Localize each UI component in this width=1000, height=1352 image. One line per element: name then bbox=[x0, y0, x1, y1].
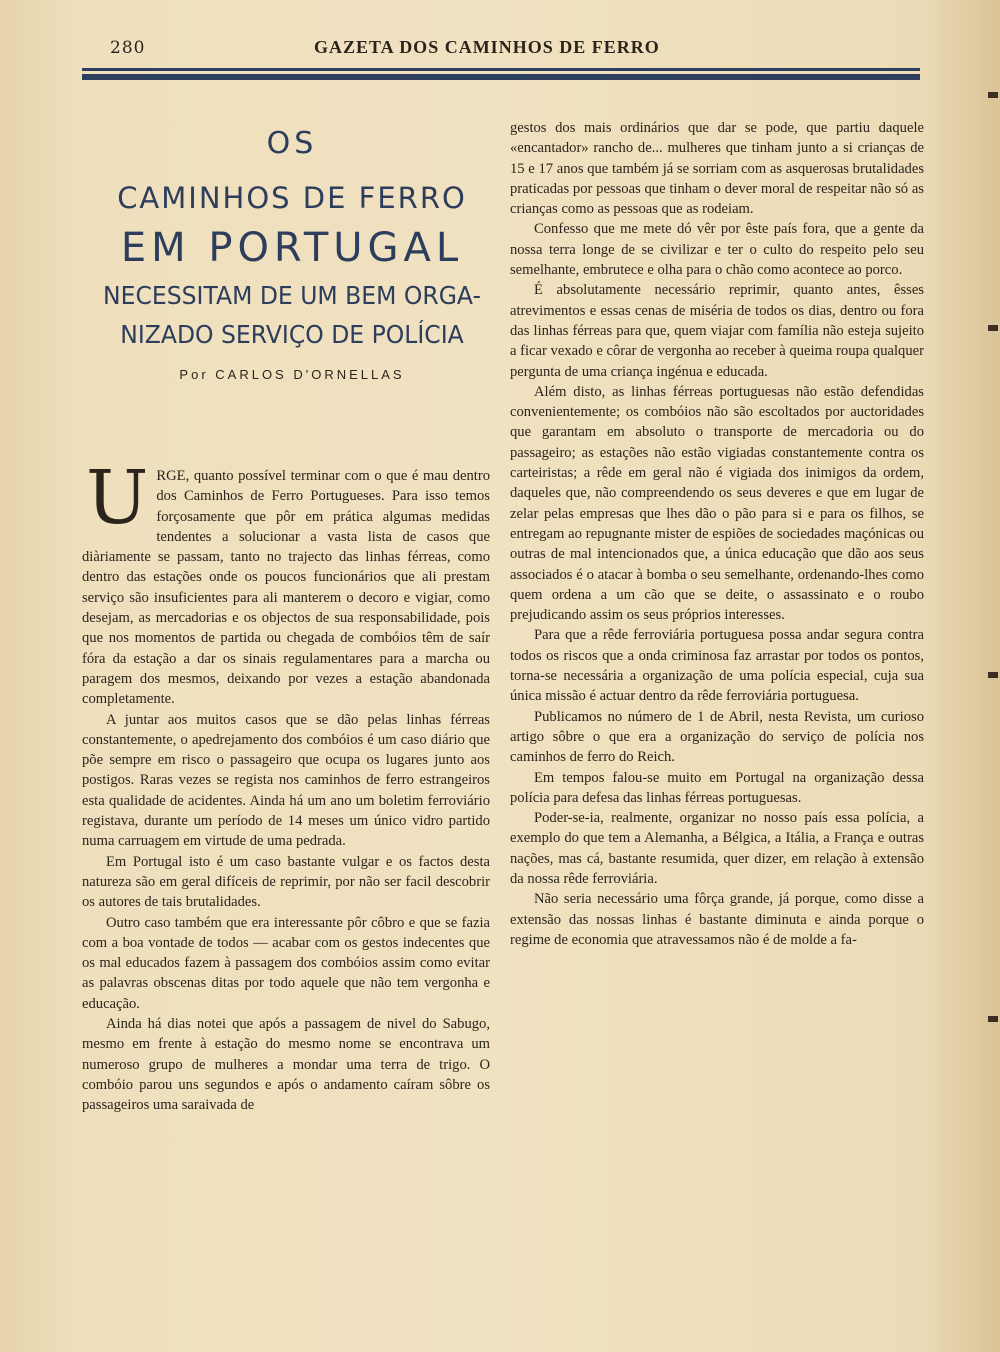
paragraph: gestos dos mais ordinários que dar se pode, que partiu daquele «encantador» rancho de... mulheres que tinham junto a si crianças de 15 e 17 anos que também já se sorriam com as asquerosas brutalidades praticadas por pessoas que tinham o dever moral de respeitar não só as crianças como as pessoas que as rodeiam. bbox=[510, 120, 924, 218]
edge-mark bbox=[988, 1016, 998, 1022]
paragraph: URGE, quanto possível terminar com o que é mau dentro dos Caminhos de Ferro Portugueses. Para isso temos forçosamente que pôr em prática algumas medidas tendentes a solucionar a vasta lista de casos que diàriamente se passam, tanto no trajecto das linhas férreas, como dentro das estações onde os poucos funcionários que ali prestam serviço são insuficientes para ali manterem o decoro e vigiar, como desejam, as mercadorias e os objectos de sua responsabilidade, pois que nos momentos de partida ou chegada de combóios têm de saír fóra da estação a dar os sinais regulamentares para a marcha ou paragem dos mesmos, deixando por vezes a estação abandonada completamente. bbox=[82, 455, 490, 708]
title-line-4: NECESSITAM DE UM BEM ORGA- bbox=[103, 281, 481, 310]
running-title: GAZETA DOS CAMINHOS DE FERRO bbox=[314, 37, 660, 57]
paragraph: Em tempos falou-se muito em Portugal na organização dessa polícia para defesa das linhas férreas portuguesas. bbox=[510, 769, 924, 806]
title-line-1: OS bbox=[266, 126, 318, 161]
paragraph: Outro caso também que era interessante pôr côbro e que se fazia com a boa vontade de todos — acabar com os gestos indecentes que os mal educados fazem à passagem dos combóios assim como evitar as palavras obscenas ditas por todo aquele que não tem vergonha e educação. bbox=[82, 914, 490, 1012]
paragraph: É absolutamente necessário reprimir, quanto antes, êsses atrevimentos e essas cenas de miséria de todos os dias, dentro ou fora das linhas férreas para que, quem viajar com família não esteja sujeito a ficar vexado e côrar de vergonha ao receber à queima roupa qualquer pergunta de uma criança ingénua e educada. bbox=[510, 282, 924, 380]
paragraph: Além disto, as linhas férreas portuguesas não estão defendidas convenientemente; os combóios não são escoltados por auctoridades que garantam em absoluto o transporte de mercadoria ou do passageiro; as estações não estão vigiadas constantemente contra os carteiristas; a rêde em geral não é vigiada dos inimigos da ordem, daqueles que, não compreendendo os seus deveres e que em lugar de zelar pelas empresas que lhes dão o pão para si e para os filhos, se entregam ao repugnante mister de espiões de sociedades maçónicas ou outras de mal intencionados que, a única educação que dão aos seus associados é o atacar à bomba o seu semelhante, ordenando-lhes como quem ordena a um cão que se deite, o assassinato e o roubo prejudicando assim os seus próprios interesses. bbox=[510, 383, 924, 624]
title-line-2: CAMINHOS DE FERRO bbox=[117, 181, 467, 215]
paragraph: Poder-se-ia, realmente, organizar no nosso país essa polícia, a exemplo do que tem a Alemanha, a Bélgica, a Itália, a França e outras nações, mas cá, bastante resumida, quer dizer, em relação à extensão da nossa rêde ferroviária. bbox=[510, 810, 924, 887]
paragraph: Confesso que me mete dó vêr por êste país fora, que a gente da nossa terra longe de se civilizar e ter o culto do respeito pelo seu semelhante, embrutece e olha para o chão como acontece ao porco. bbox=[510, 221, 924, 279]
paragraph: Não seria necessário uma fôrça grande, já porque, como disse a extensão das nossas linhas é bastante diminuta e ainda porque o regime de economia que atravessamos não é de molde a fa- bbox=[510, 891, 924, 948]
header-rule bbox=[82, 68, 920, 80]
dropcap: U bbox=[86, 455, 149, 541]
title-line-3: EM PORTUGAL bbox=[120, 225, 464, 271]
paragraph: Em Portugal isto é um caso bastante vulgar e os factos desta natureza são em geral difíceis de reprimir, por não ser facil descobrir os autores de tais brutalidades. bbox=[82, 853, 490, 911]
paragraph: Para que a rêde ferroviária portuguesa possa andar segura contra todos os riscos que a onda criminosa faz arrastar por todos os pontos, torna-se necessária a organização de uma polícia especial, cuja sua única missão é actuar dentro da rêde ferroviária portuguesa. bbox=[510, 627, 924, 705]
paragraph: A juntar aos muitos casos que se dão pelas linhas férreas constantemente, o apedrejamento dos combóios é um caso diário que põe sempre em risco o passageiro que ocupa os lugares junto aos postigos. Raras vezes se regista nos caminhos de ferro estrangeiros esta qualidade de acidentes. Ainda há um ano um boletim ferroviário registava, durante um período de 14 meses um único vidro partido numa carruagem em virtude de uma pedrada. bbox=[82, 711, 490, 850]
edge-mark bbox=[988, 92, 998, 98]
paragraph: Ainda há dias notei que após a passagem de nivel do Sabugo, mesmo em frente à estação do mesmo nome se encontrava um numeroso grupo de mulheres a mondar uma terra de trigo. O combóio parou uns segundos e após o andamento caíram sôbre os passageiros uma saraivada de bbox=[82, 1016, 490, 1114]
edge-mark bbox=[988, 325, 998, 331]
paragraph: Publicamos no número de 1 de Abril, nesta Revista, um curioso artigo sôbre o que era a organização do serviço de polícia nos caminhos de ferro do Reich. bbox=[510, 708, 924, 766]
byline: Por CARLOS D'ORNELLAS bbox=[179, 367, 405, 382]
page-header bbox=[82, 34, 920, 64]
edge-mark bbox=[988, 672, 998, 678]
page-number: 280 bbox=[110, 38, 146, 58]
right-column bbox=[510, 118, 924, 950]
article-title-block bbox=[82, 120, 502, 382]
title-line-5: NIZADO SERVIÇO DE POLÍCIA bbox=[120, 320, 464, 349]
left-column bbox=[82, 455, 490, 1116]
